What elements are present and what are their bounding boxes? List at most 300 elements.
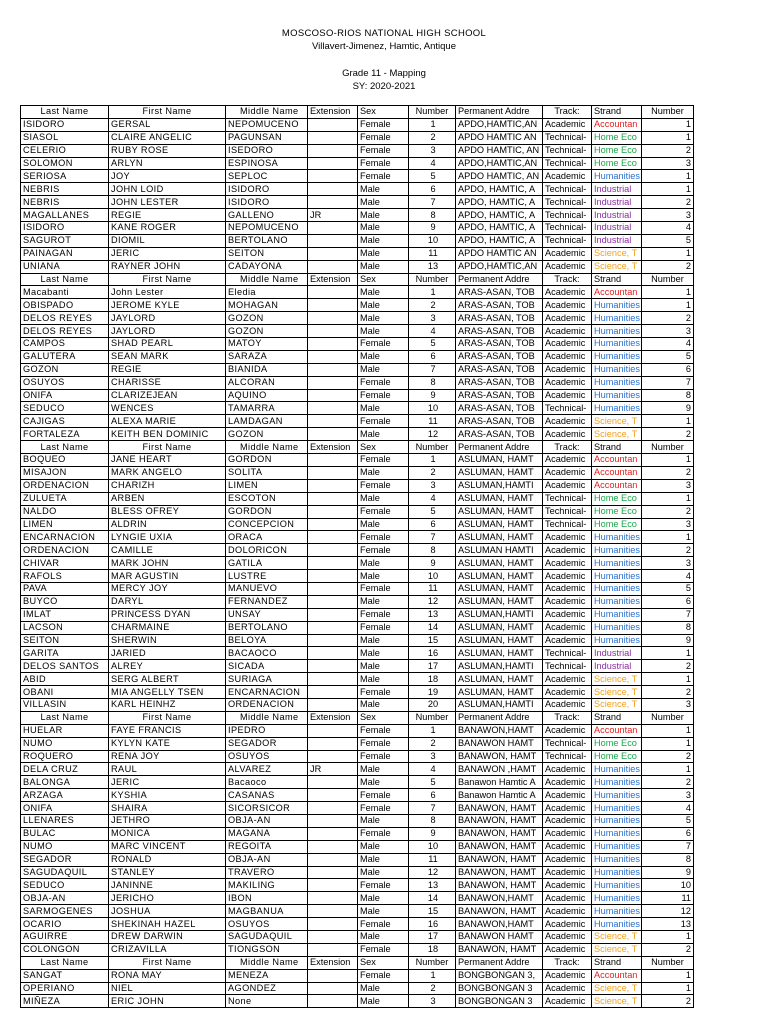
strand-cell: Humanities [592, 312, 642, 325]
last-name-cell: BOQUEO [21, 454, 109, 467]
strand-number-cell: 2 [642, 466, 694, 479]
strand-cell: Home Eco [592, 157, 642, 170]
column-header-permanent-address: Permanent Addre [456, 273, 543, 286]
track-cell: Academic [543, 454, 592, 467]
first-name-cell: DIOMIL [109, 234, 226, 247]
last-name-cell: GOZON [21, 363, 109, 376]
number-cell: 2 [409, 982, 456, 995]
number-cell: 9 [409, 222, 456, 235]
sex-cell: Male [358, 183, 409, 196]
first-name-cell: DARYL [109, 595, 226, 608]
table-row [21, 247, 694, 260]
strand-cell: Humanities [592, 802, 642, 815]
last-name-cell: NUMO [21, 840, 109, 853]
number-cell: 9 [409, 389, 456, 402]
number-cell: 11 [409, 853, 456, 866]
number-cell: 4 [409, 325, 456, 338]
strand-cell: Science, T [592, 995, 642, 1008]
extension-cell [308, 466, 358, 479]
strand-cell: Humanities [592, 170, 642, 183]
first-name-cell: CHARISSE [109, 376, 226, 389]
track-cell: Academic [543, 118, 592, 131]
middle-name-cell: ISIDORO [226, 183, 308, 196]
strand-cell: Humanities [592, 621, 642, 634]
number-cell: 5 [409, 505, 456, 518]
last-name-cell: SIASOL [21, 131, 109, 144]
sex-cell: Male [358, 673, 409, 686]
first-name-cell: MIA ANGELLY TSEN [109, 686, 226, 699]
last-name-cell: SAGUDAQUIL [21, 866, 109, 879]
number-cell: 16 [409, 918, 456, 931]
last-name-cell: DELOS SANTOS [21, 660, 109, 673]
strand-cell: Humanities [592, 840, 642, 853]
permanent-address-cell: APDO, HAMTIC, A [456, 234, 543, 247]
permanent-address-cell: ARAS-ASAN, TOB [456, 415, 543, 428]
strand-cell: Industrial [592, 183, 642, 196]
table-row [21, 157, 694, 170]
number-cell: 3 [409, 750, 456, 763]
first-name-cell: PRINCESS DYAN [109, 608, 226, 621]
strand-cell: Humanities [592, 789, 642, 802]
last-name-cell: HUELAR [21, 724, 109, 737]
first-name-cell: NIEL [109, 982, 226, 995]
last-name-cell: UNIANA [21, 260, 109, 273]
last-name-cell: RAFOLS [21, 570, 109, 583]
number-cell: 12 [409, 866, 456, 879]
extension-cell [308, 222, 358, 235]
last-name-cell: SAGUROT [21, 234, 109, 247]
middle-name-cell: GORDON [226, 454, 308, 467]
permanent-address-cell: ARAS-ASAN, TOB [456, 312, 543, 325]
sex-cell: Male [358, 492, 409, 505]
strand-number-cell: 1 [642, 931, 694, 944]
extension-cell [308, 570, 358, 583]
strand-number-cell: 8 [642, 853, 694, 866]
strand-number-cell: 6 [642, 827, 694, 840]
strand-number-cell: 1 [642, 531, 694, 544]
column-header-permanent-address: Permanent Addre [456, 711, 543, 724]
number-cell: 8 [409, 544, 456, 557]
track-cell: Academic [543, 879, 592, 892]
middle-name-cell: SICORSICOR [226, 802, 308, 815]
strand-number-cell: 3 [642, 557, 694, 570]
permanent-address-cell: ASLUMAN, HAMT [456, 621, 543, 634]
sex-cell: Female [358, 118, 409, 131]
number-cell: 4 [409, 157, 456, 170]
track-cell: Academic [543, 905, 592, 918]
permanent-address-cell: ARAS-ASAN, TOB [456, 299, 543, 312]
strand-number-cell: 9 [642, 866, 694, 879]
track-cell: Academic [543, 608, 592, 621]
permanent-address-cell: BANAWON, HAMT [456, 866, 543, 879]
track-cell: Technical- [543, 750, 592, 763]
permanent-address-cell: BANAWON, HAMT [456, 840, 543, 853]
extension-cell [308, 118, 358, 131]
permanent-address-cell: ASLUMAN, HAMT [456, 557, 543, 570]
number-cell: 7 [409, 196, 456, 209]
track-cell: Technical- [543, 660, 592, 673]
table-row [21, 698, 694, 711]
middle-name-cell: MAGANA [226, 827, 308, 840]
permanent-address-cell: BANAWON,HAMT [456, 724, 543, 737]
first-name-cell: RONA MAY [109, 969, 226, 982]
table-row [21, 286, 694, 299]
extension-cell [308, 544, 358, 557]
middle-name-cell: SOLITA [226, 466, 308, 479]
extension-cell [308, 866, 358, 879]
permanent-address-cell: BANAWON, HAMT [456, 814, 543, 827]
strand-cell: Home Eco [592, 505, 642, 518]
sex-cell: Male [358, 840, 409, 853]
number-cell: 12 [409, 595, 456, 608]
strand-number-cell: 7 [642, 376, 694, 389]
first-name-cell: SEAN MARK [109, 350, 226, 363]
column-header-last-name: Last Name [21, 273, 109, 286]
strand-number-cell: 2 [642, 260, 694, 273]
column-header-middle-name: Middle Name [226, 273, 308, 286]
permanent-address-cell: ARAS-ASAN, TOB [456, 325, 543, 338]
strand-number-cell: 2 [642, 505, 694, 518]
track-cell: Academic [543, 479, 592, 492]
number-cell: 1 [409, 118, 456, 131]
strand-cell: Humanities [592, 763, 642, 776]
first-name-cell: KANE ROGER [109, 222, 226, 235]
middle-name-cell: SAGUDAQUIL [226, 931, 308, 944]
sex-cell: Male [358, 905, 409, 918]
sex-cell: Male [358, 570, 409, 583]
permanent-address-cell: ARAS-ASAN, TOB [456, 402, 543, 415]
first-name-cell: MARK ANGELO [109, 466, 226, 479]
number-cell: 8 [409, 209, 456, 222]
last-name-cell: MISAJON [21, 466, 109, 479]
last-name-cell: DELOS REYES [21, 325, 109, 338]
strand-number-cell: 8 [642, 389, 694, 402]
column-header-middle-name: Middle Name [226, 106, 308, 119]
sex-cell: Female [358, 544, 409, 557]
middle-name-cell: UNSAY [226, 608, 308, 621]
sex-cell: Female [358, 131, 409, 144]
first-name-cell: MERCY JOY [109, 582, 226, 595]
number-cell: 2 [409, 299, 456, 312]
table-row [21, 879, 694, 892]
sex-cell: Male [358, 196, 409, 209]
extension-cell [308, 454, 358, 467]
first-name-cell: RAYNER JOHN [109, 260, 226, 273]
first-name-cell: MAR AGUSTIN [109, 570, 226, 583]
first-name-cell: SHAIRA [109, 802, 226, 815]
middle-name-cell: ISEDORO [226, 144, 308, 157]
table-row [21, 363, 694, 376]
number-cell: 1 [409, 454, 456, 467]
column-header-sex: Sex [358, 441, 409, 454]
strand-cell: Home Eco [592, 144, 642, 157]
table-row [21, 840, 694, 853]
permanent-address-cell: BANAWON,HAMT [456, 918, 543, 931]
strand-number-cell: 1 [642, 170, 694, 183]
last-name-cell: OBANI [21, 686, 109, 699]
last-name-cell: SANGAT [21, 969, 109, 982]
permanent-address-cell: BANAWON, HAMT [456, 853, 543, 866]
last-name-cell: BUYCO [21, 595, 109, 608]
last-name-cell: NEBRIS [21, 196, 109, 209]
extension-cell [308, 608, 358, 621]
permanent-address-cell: ARAS-ASAN, TOB [456, 389, 543, 402]
first-name-cell: MARC VINCENT [109, 840, 226, 853]
number-cell: 9 [409, 557, 456, 570]
number-cell: 7 [409, 802, 456, 815]
strand-number-cell: 2 [642, 943, 694, 956]
middle-name-cell: ORDENACION [226, 698, 308, 711]
column-header-last-name: Last Name [21, 711, 109, 724]
middle-name-cell: GOZON [226, 428, 308, 441]
track-cell: Academic [543, 698, 592, 711]
extension-cell [308, 686, 358, 699]
first-name-cell: RUBY ROSE [109, 144, 226, 157]
track-cell: Technical- [543, 402, 592, 415]
strand-number-cell: 5 [642, 350, 694, 363]
column-header-strand: Strand [592, 441, 642, 454]
strand-number-cell: 2 [642, 544, 694, 557]
strand-number-cell: 1 [642, 647, 694, 660]
track-cell: Academic [543, 389, 592, 402]
number-cell: 18 [409, 943, 456, 956]
table-row [21, 737, 694, 750]
column-header-number: Number [409, 273, 456, 286]
column-header-last-name: Last Name [21, 106, 109, 119]
strand-number-cell: 2 [642, 196, 694, 209]
strand-cell: Industrial [592, 660, 642, 673]
number-cell: 12 [409, 428, 456, 441]
middle-name-cell: ENCARNACION [226, 686, 308, 699]
column-header-first-name: First Name [109, 956, 226, 969]
table-row [21, 338, 694, 351]
school-year: SY: 2020-2021 [352, 81, 416, 92]
table-row [21, 428, 694, 441]
sex-cell: Female [358, 879, 409, 892]
sex-cell: Male [358, 557, 409, 570]
first-name-cell: JANE HEART [109, 454, 226, 467]
extension-cell: JR [308, 763, 358, 776]
sex-cell: Male [358, 466, 409, 479]
number-cell: 10 [409, 234, 456, 247]
strand-cell: Accountan [592, 118, 642, 131]
sex-cell: Male [358, 698, 409, 711]
table-row [21, 131, 694, 144]
first-name-cell: CHARIZH [109, 479, 226, 492]
strand-cell: Humanities [592, 389, 642, 402]
extension-cell [308, 183, 358, 196]
strand-number-cell: 3 [642, 479, 694, 492]
strand-number-cell: 1 [642, 131, 694, 144]
extension-cell [308, 918, 358, 931]
last-name-cell: ONIFA [21, 802, 109, 815]
track-cell: Academic [543, 943, 592, 956]
permanent-address-cell: ARAS-ASAN, TOB [456, 376, 543, 389]
permanent-address-cell: ARAS-ASAN, TOB [456, 350, 543, 363]
table-row [21, 634, 694, 647]
table-row [21, 866, 694, 879]
sex-cell: Female [358, 802, 409, 815]
strand-cell: Humanities [592, 350, 642, 363]
sex-cell: Female [358, 918, 409, 931]
school-location: Villavert-Jimenez, Hamtic, Antique [312, 41, 456, 52]
extension-cell [308, 724, 358, 737]
sex-cell: Female [358, 157, 409, 170]
middle-name-cell: ORACA [226, 531, 308, 544]
strand-number-cell: 5 [642, 234, 694, 247]
track-cell: Academic [543, 982, 592, 995]
permanent-address-cell: APDO, HAMTIC, A [456, 196, 543, 209]
strand-cell: Humanities [592, 776, 642, 789]
permanent-address-cell: BANAWON HAMT [456, 737, 543, 750]
last-name-cell: NUMO [21, 737, 109, 750]
extension-cell [308, 170, 358, 183]
strand-number-cell: 11 [642, 892, 694, 905]
strand-cell: Humanities [592, 544, 642, 557]
table-row [21, 789, 694, 802]
first-name-cell: CLAIRE ANGELIC [109, 131, 226, 144]
first-name-cell: REGIE [109, 209, 226, 222]
track-cell: Academic [543, 995, 592, 1008]
sex-cell: Female [358, 531, 409, 544]
table-row [21, 325, 694, 338]
extension-cell [308, 492, 358, 505]
sex-cell: Male [358, 866, 409, 879]
middle-name-cell: TIONGSON [226, 943, 308, 956]
strand-number-cell: 1 [642, 492, 694, 505]
column-header-track: Track: [543, 106, 592, 119]
strand-number-cell: 1 [642, 763, 694, 776]
middle-name-cell: AQUINO [226, 389, 308, 402]
middle-name-cell: MENEZA [226, 969, 308, 982]
number-cell: 15 [409, 634, 456, 647]
middle-name-cell: SURIAGA [226, 673, 308, 686]
strand-cell: Humanities [592, 325, 642, 338]
number-cell: 4 [409, 492, 456, 505]
first-name-cell: JANINNE [109, 879, 226, 892]
middle-name-cell: GATILA [226, 557, 308, 570]
number-cell: 2 [409, 131, 456, 144]
column-header-sex: Sex [358, 956, 409, 969]
sex-cell: Male [358, 995, 409, 1008]
strand-number-cell: 6 [642, 363, 694, 376]
first-name-cell: JERIC [109, 776, 226, 789]
first-name-cell: CAMILLE [109, 544, 226, 557]
middle-name-cell: GOZON [226, 325, 308, 338]
track-cell: Academic [543, 247, 592, 260]
table-row [21, 621, 694, 634]
extension-cell [308, 595, 358, 608]
extension-cell [308, 698, 358, 711]
track-cell: Academic [543, 312, 592, 325]
strand-cell: Humanities [592, 608, 642, 621]
middle-name-cell: LIMEN [226, 479, 308, 492]
permanent-address-cell: APDO HAMTIC, AN [456, 144, 543, 157]
track-cell: Academic [543, 621, 592, 634]
sex-cell: Male [358, 312, 409, 325]
sex-cell: Male [358, 428, 409, 441]
middle-name-cell: CASANAS [226, 789, 308, 802]
last-name-cell: NALDO [21, 505, 109, 518]
column-header-track: Track: [543, 441, 592, 454]
permanent-address-cell: ASLUMAN, HAMT [456, 531, 543, 544]
permanent-address-cell: ASLUMAN,HAMTI [456, 479, 543, 492]
number-cell: 5 [409, 170, 456, 183]
sex-cell: Female [358, 376, 409, 389]
number-cell: 20 [409, 698, 456, 711]
middle-name-cell: Bacaoco [226, 776, 308, 789]
middle-name-cell: NEPOMUCENO [226, 222, 308, 235]
sex-cell: Male [358, 814, 409, 827]
column-header-permanent-address: Permanent Addre [456, 441, 543, 454]
first-name-cell: MARK JOHN [109, 557, 226, 570]
permanent-address-cell: ASLUMAN HAMTI [456, 544, 543, 557]
last-name-cell: DELA CRUZ [21, 763, 109, 776]
track-cell: Academic [543, 363, 592, 376]
extension-cell [308, 814, 358, 827]
extension-cell [308, 350, 358, 363]
number-cell: 18 [409, 673, 456, 686]
strand-cell: Science, T [592, 698, 642, 711]
permanent-address-cell: ARAS-ASAN, TOB [456, 363, 543, 376]
first-name-cell: DREW DARWIN [109, 931, 226, 944]
strand-cell: Home Eco [592, 518, 642, 531]
extension-cell [308, 840, 358, 853]
sex-cell: Female [358, 479, 409, 492]
track-cell: Academic [543, 350, 592, 363]
middle-name-cell: TAMARRA [226, 402, 308, 415]
first-name-cell: JERIC [109, 247, 226, 260]
column-header-first-name: First Name [109, 711, 226, 724]
sex-cell: Female [358, 415, 409, 428]
permanent-address-cell: ASLUMAN, HAMT [456, 454, 543, 467]
last-name-cell: SARMOGENES [21, 905, 109, 918]
middle-name-cell: NEPOMUCENO [226, 118, 308, 131]
extension-cell [308, 428, 358, 441]
middle-name-cell: IBON [226, 892, 308, 905]
strand-cell: Humanities [592, 853, 642, 866]
number-cell: 8 [409, 814, 456, 827]
permanent-address-cell: ASLUMAN, HAMT [456, 570, 543, 583]
permanent-address-cell: ASLUMAN, HAMT [456, 492, 543, 505]
first-name-cell: ALDRIN [109, 518, 226, 531]
track-cell: Technical- [543, 196, 592, 209]
strand-number-cell: 1 [642, 724, 694, 737]
strand-cell: Humanities [592, 363, 642, 376]
middle-name-cell: ALCORAN [226, 376, 308, 389]
column-header-middle-name: Middle Name [226, 441, 308, 454]
extension-cell [308, 673, 358, 686]
permanent-address-cell: ASLUMAN,HAMTI [456, 698, 543, 711]
last-name-cell: ZULUETA [21, 492, 109, 505]
first-name-cell: ALEXA MARIE [109, 415, 226, 428]
number-cell: 1 [409, 724, 456, 737]
column-header-number: Number [409, 106, 456, 119]
number-cell: 5 [409, 776, 456, 789]
sex-cell: Female [358, 338, 409, 351]
middle-name-cell: CONCEPCION [226, 518, 308, 531]
permanent-address-cell: BANAWON, HAMT [456, 879, 543, 892]
track-cell: Technical- [543, 222, 592, 235]
number-cell: 2 [409, 466, 456, 479]
extension-cell [308, 389, 358, 402]
first-name-cell: ERIC JOHN [109, 995, 226, 1008]
permanent-address-cell: APDO,HAMTIC,AN [456, 260, 543, 273]
number-cell: 7 [409, 531, 456, 544]
strand-number-cell: 3 [642, 209, 694, 222]
middle-name-cell: MANUEVO [226, 582, 308, 595]
column-header-track: Track: [543, 711, 592, 724]
